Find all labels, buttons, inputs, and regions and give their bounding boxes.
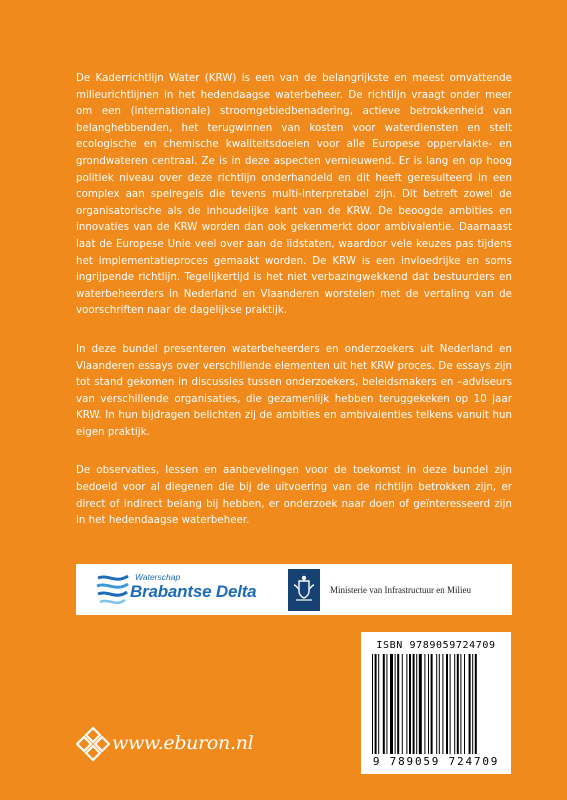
barcode-bars (372, 654, 500, 756)
ministry-name: Ministerie van Infrastructuur en Milieu (330, 585, 471, 595)
waterschap-wave-icon (94, 570, 134, 610)
ministry-logo (288, 569, 503, 611)
isbn-digits: 9 789059 724709 (372, 755, 500, 768)
waterschap-label: Waterschap (135, 572, 181, 582)
partner-logos-panel (76, 564, 512, 615)
isbn-barcode (361, 632, 511, 774)
ministry-coat-of-arms-bar (288, 569, 320, 611)
publisher-url[interactable]: www.eburon.nl (112, 732, 254, 754)
blurb-paragraph-1: De Kaderrichtlijn Water (KRW) is een van de belangrijkste en meest omvattende milieurichtlijnen in het hedendaagse waterbeheer. De richtlijn vraagt onder meer om een (internationale) stroomgebiedbenadering, actieve betrokkenheid van belanghebbenden, het terugwinnen van kosten voor waterdiensten en stelt ecologische en chemische kwaliteitsdoelen voor alle Europese oppervlakte- en grondwateren centraal. Ze is in deze aspecten vernieuwend. Er is lang en op hoog politiek niveau over deze richtlijn onderhandeld en dit heeft geresulteerd in een complex aan spelregels die tevens multi-interpretabel zijn. Dit betreft zowel de organisatorische als de inhoudelijke kant van de KRW. De beoogde ambities en innovaties van de KRW worden dan ook gekenmerkt door ambivalentie. Daarnaast laat de Europese Unie veel over aan de lidstaten, waardoor vele keuzes pas tijdens het implementatieproces gemaakt worden. De KRW is een invloedrijke en soms ingrijpende richtlijn. Tegelijkertijd is het niet verbazingwekkend dat bestuurders en waterbeheerders in Nederland en Vlaanderen worstelen met de vertaling van de voorschriften naar de dagelijkse praktijk. (76, 73, 512, 317)
eburon-logo-icon (76, 724, 110, 764)
coat-of-arms-icon (288, 569, 320, 611)
blurb-paragraph-3: De observaties, lessen en aanbevelingen voor de toekomst in deze bundel zijn bedoeld voor al diegenen die bij de uitvoering van de richtlijn betrokken zijn, er direct of indirect belang bij hebben, er onderzoek naar doen of geïnteresseerd zijn in het hedendaagse waterbeheer. (76, 465, 512, 527)
blurb-text (76, 71, 512, 552)
eburon-publisher-mark (76, 722, 276, 772)
isbn-label: ISBN 9789059724709 (376, 640, 496, 651)
waterschap-brabantse-delta-logo (94, 570, 274, 610)
brabantse-delta-name: Brabantse Delta (130, 582, 257, 601)
blurb-paragraph-2: In deze bundel presenteren waterbeheerders en onderzoekers uit Nederland en Vlaanderen essays over verschillende elementen uit het KRW proces. De essays zijn tot stand gekomen in discussies tussen onderzoekers, beleidsmakers en –adviseurs van verschillende organisaties, die gezamenlijk hebben teruggekeken op 10 jaar KRW. In hun bijdragen belichten zij de ambities en ambivalenties telkens vanuit hun eigen praktijk. (76, 343, 512, 438)
